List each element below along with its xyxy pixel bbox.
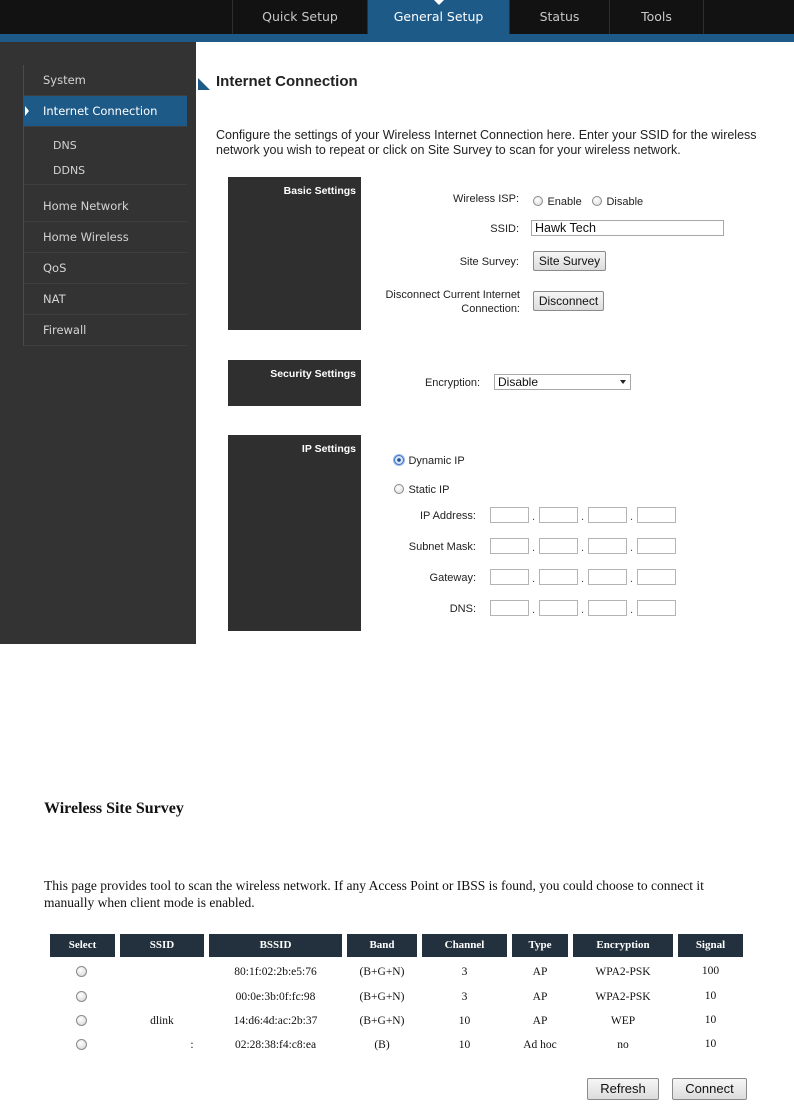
select-radio[interactable] [76,991,87,1002]
dynamic-ip-label: Dynamic IP [408,455,465,467]
sidebar-item-dns[interactable] [24,133,187,158]
connect-button[interactable]: Connect [672,1078,747,1100]
survey-description: This page provides tool to scan the wireless network. If any Access Point or IBSS is found, you could choose to connect it manually when client mode is enabled. [44,878,704,910]
octet-separator: . [630,573,634,585]
sidebar-menu [23,65,187,346]
type-cell: AP [532,991,548,1003]
select-radio[interactable] [76,1015,87,1026]
octet-separator: . [630,511,634,523]
signal-cell: 10 [704,990,717,1002]
tab-label: Quick Setup [262,9,338,24]
nav-accent-band [0,34,794,42]
octet-separator: . [581,573,585,585]
type-cell: AP [532,1015,548,1027]
gateway-octet-3[interactable] [588,569,627,585]
ssid-input[interactable]: Hawk Tech [531,220,724,236]
active-tab-caret-icon [434,0,444,5]
tab-label: Tools [641,9,672,24]
signal-cell: 10 [704,1014,717,1026]
channel-cell: 3 [461,991,468,1003]
channel-cell: 10 [458,1015,471,1027]
ssid-label: SSID: [490,223,519,235]
encryption-cell: WPA2-PSK [595,991,651,1003]
column-header-ssid: SSID [120,934,204,957]
octet-separator: . [532,573,536,585]
tab-status[interactable] [509,0,609,34]
security-settings-panel [228,360,361,406]
top-nav-bar [0,0,794,34]
signal-cell: 10 [704,1038,717,1050]
octet-separator: . [532,542,536,554]
column-header-select: Select [50,934,115,957]
column-header-bssid: BSSID [209,934,342,957]
ip-address-label: IP Address: [419,510,476,522]
radio-disable[interactable] [592,196,602,206]
sidebar-item-label: NAT [43,292,66,306]
bssid-cell: 02:28:38:f4:c8:ea [234,1039,317,1051]
tab-label: General Setup [393,9,484,24]
tab-label: Status [539,9,580,24]
wireless-isp-disable-option[interactable] [592,192,643,210]
bssid-cell: 80:1f:02:2b:e5:76 [234,966,317,978]
tab-quick-setup[interactable] [232,0,367,34]
sidebar-item-qos[interactable] [24,253,187,284]
octet-separator: . [630,604,634,616]
band-cell: (B+G+N) [359,991,405,1003]
sidebar-item-home-wireless[interactable] [24,222,187,253]
octet-separator: . [581,511,585,523]
channel-cell: 3 [461,966,468,978]
band-cell: (B+G+N) [359,966,405,978]
static-ip-label: Static IP [408,484,450,496]
active-arrow-icon [25,106,29,116]
gateway-label: Gateway: [429,572,476,584]
sidebar [0,42,196,644]
dynamic-ip-option[interactable] [394,451,465,469]
section-title: Basic Settings [283,185,356,197]
disconnect-label: Disconnect Current Internet Connection: [385,289,520,315]
gateway-octet-1[interactable] [490,569,529,585]
column-header-band: Band [347,934,417,957]
ip-address-octet-4[interactable] [637,507,676,523]
sidebar-item-label: QoS [43,261,67,275]
octet-separator: . [532,604,536,616]
dns-label: DNS: [449,603,476,615]
subnet-mask-octet-4[interactable] [637,538,676,554]
column-header-type: Type [512,934,568,957]
select-radio[interactable] [76,1039,87,1050]
gateway-octet-4[interactable] [637,569,676,585]
subnet-mask-octet-2[interactable] [539,538,578,554]
sidebar-item-system[interactable] [24,65,187,96]
column-header-encryption: Encryption [573,934,673,957]
column-header-signal: Signal [678,934,743,957]
octet-separator: . [581,542,585,554]
sidebar-item-label: Internet Connection [43,104,158,118]
page-title: Internet Connection [216,73,358,90]
subnet-mask-label: Subnet Mask: [408,541,476,553]
bssid-cell: 00:0e:3b:0f:fc:98 [235,991,316,1003]
site-survey-label: Site Survey: [459,256,519,268]
wireless-isp-enable-option[interactable] [533,192,582,210]
ip-address-octet-2[interactable] [539,507,578,523]
section-title: Security Settings [270,368,356,380]
sidebar-item-label: DDNS [53,164,86,177]
site-survey-button[interactable]: Site Survey [533,251,606,271]
survey-title: Wireless Site Survey [44,800,184,817]
tab-general-setup[interactable] [367,0,509,34]
wireless-isp-label: Wireless ISP: [452,193,519,205]
encryption-cell: no [617,1039,629,1051]
type-cell: AP [532,966,548,978]
sidebar-item-label: DNS [53,139,77,152]
encryption-selected-value: Disable [498,375,539,389]
encryption-label: Encryption: [424,377,480,389]
dns-octet-1[interactable] [490,600,529,616]
octet-separator: . [630,542,634,554]
ip-address-octet-1[interactable] [490,507,529,523]
radio-dynamic-ip[interactable] [394,455,404,465]
ip-settings-panel [228,435,361,631]
encryption-cell: WPA2-PSK [595,966,651,978]
ip-address-octet-3[interactable] [588,507,627,523]
basic-settings-panel [228,177,361,330]
sidebar-item-internet-connection[interactable] [24,96,187,127]
sidebar-item-label: Firewall [43,323,87,337]
subnet-mask-octet-1[interactable] [490,538,529,554]
band-cell: (B) [374,1039,390,1051]
encryption-select[interactable] [494,374,631,390]
sidebar-item-nat[interactable] [24,284,187,315]
bssid-cell: 14:d6:4d:ac:2b:37 [233,1015,318,1027]
refresh-button[interactable]: Refresh [587,1078,659,1100]
octet-separator: . [532,511,536,523]
radio-static-ip[interactable] [394,484,404,494]
gateway-octet-2[interactable] [539,569,578,585]
type-cell: Ad hoc [523,1039,557,1051]
dns-octet-4[interactable] [637,600,676,616]
sidebar-item-firewall[interactable] [24,315,187,346]
ssid-cell: : [190,1039,194,1051]
radio-enable[interactable] [533,196,543,206]
subnet-mask-octet-3[interactable] [588,538,627,554]
disable-label: Disable [606,196,644,208]
dns-octet-2[interactable] [539,600,578,616]
page-description: Configure the settings of your Wireless Internet Connection here. Enter your SSID for the wireless network you wish to repeat or click on Site Survey to scan for your wireless network. [216,128,757,157]
sidebar-item-label: Home Wireless [43,230,129,244]
ssid-cell: dlink [150,1015,174,1027]
signal-cell: 100 [701,965,720,977]
sidebar-item-home-network[interactable] [24,191,187,222]
sidebar-item-ddns[interactable] [24,158,187,185]
encryption-cell: WEP [610,1015,636,1027]
section-title: IP Settings [301,443,356,455]
static-ip-option[interactable] [394,480,449,498]
chevron-down-icon [620,380,626,384]
heading-marker-icon [198,78,210,90]
band-cell: (B+G+N) [359,1015,405,1027]
tab-tools[interactable] [609,0,704,34]
enable-label: Enable [547,196,582,208]
sidebar-item-label: System [43,73,86,87]
octet-separator: . [581,604,585,616]
channel-cell: 10 [458,1039,471,1051]
column-header-channel: Channel [422,934,507,957]
dns-octet-3[interactable] [588,600,627,616]
select-radio[interactable] [76,966,87,977]
sidebar-item-label: Home Network [43,199,129,213]
disconnect-button[interactable]: Disconnect [533,291,604,311]
